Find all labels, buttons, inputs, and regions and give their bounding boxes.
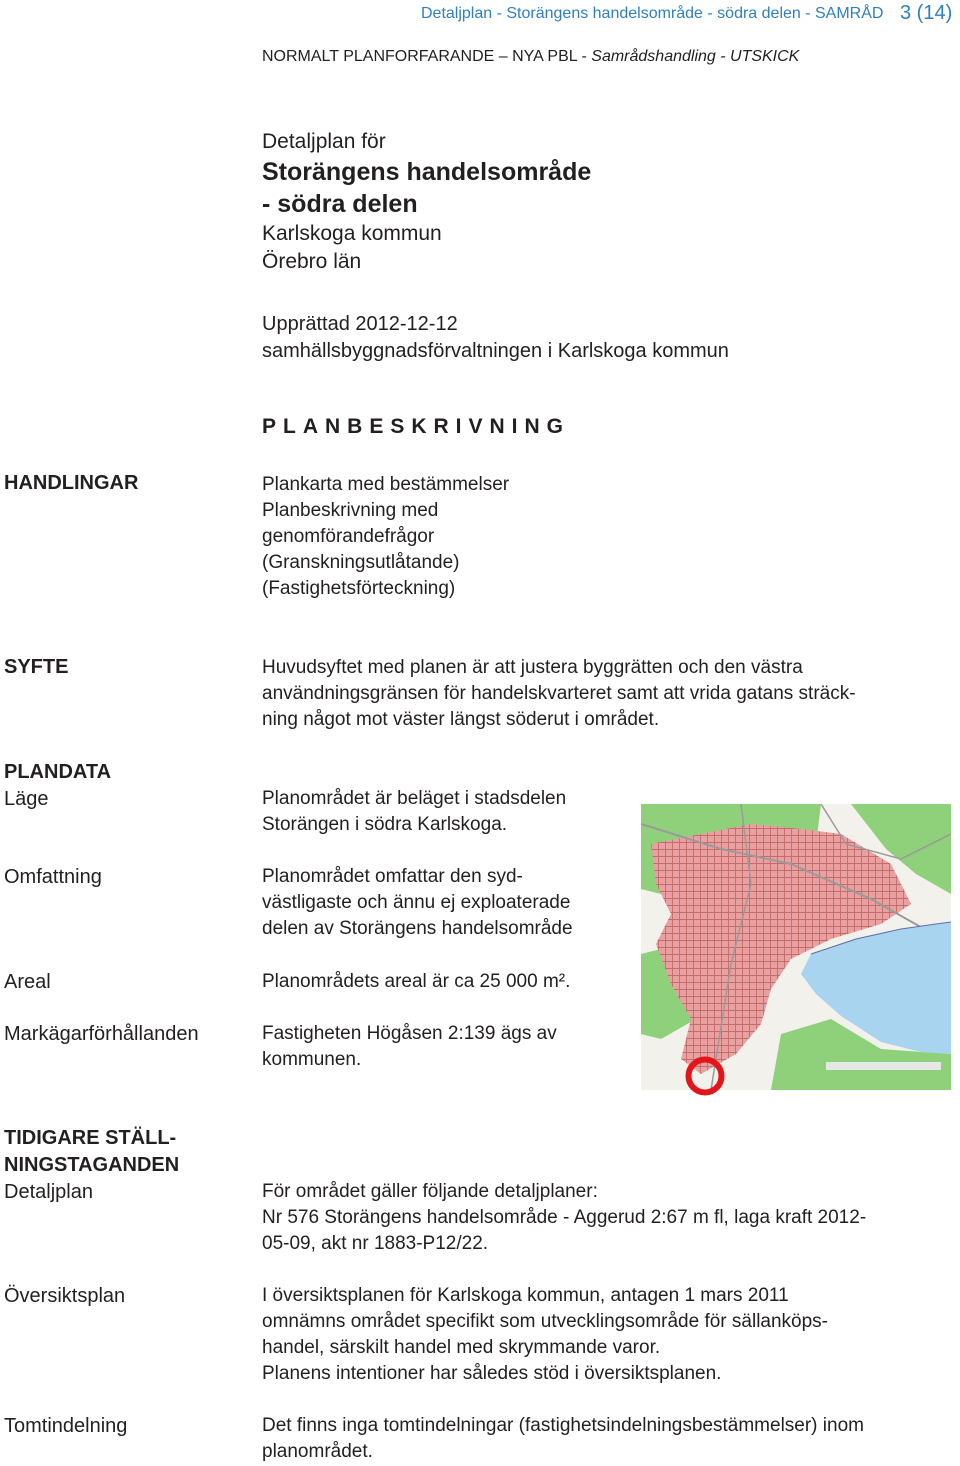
handlingar-line: Plankarta med bestämmelser bbox=[262, 474, 510, 495]
section-detaljplan bbox=[262, 1179, 952, 1257]
handlingar-line: (Granskningsutlåtande) bbox=[262, 552, 460, 573]
handlingar-line: genomförandefrågor bbox=[262, 526, 435, 547]
syfte-line: ning något mot väster längst söderut i området. bbox=[262, 709, 660, 730]
detaljplan-line: Nr 576 Storängens handelsområde - Aggerud 2:67 m fl, laga kraft 2012- bbox=[262, 1207, 867, 1228]
label-detaljplan: Detaljplan bbox=[4, 1181, 93, 1203]
omfattning-line: västligaste och ännu ej exploaterade bbox=[262, 892, 571, 913]
tidigare-label-line: NINGSTAGANDEN bbox=[4, 1154, 180, 1176]
detaljplan-line: 05-09, akt nr 1883-P12/22. bbox=[262, 1233, 489, 1254]
oversiktsplan-line: I översiktsplanen för Karlskoga kommun, antagen 1 mars 2011 bbox=[262, 1285, 789, 1306]
page-number: 3 (14) bbox=[900, 2, 953, 24]
procedure-italic: Samrådshandling - UTSKICK bbox=[591, 48, 800, 65]
title-municipality: Karlskoga kommun bbox=[262, 222, 442, 245]
prepared-date: Upprättad 2012-12-12 bbox=[262, 313, 458, 335]
oversiktsplan-line: omnämns området specifikt som utvecklingsområde för sällanköps- bbox=[262, 1311, 829, 1332]
syfte-line: Huvudsyftet med planen är att justera byggrätten och den västra bbox=[262, 657, 803, 678]
title-line-2: Storängens handelsområde bbox=[262, 158, 592, 186]
location-map-graphic bbox=[641, 804, 951, 1090]
procedure-line bbox=[262, 48, 799, 66]
tomtindelning-line: planområdet. bbox=[262, 1441, 373, 1462]
lage-line: Planområdet är beläget i stadsdelen bbox=[262, 788, 567, 809]
label-omfattning: Omfattning bbox=[4, 866, 102, 888]
section-syfte bbox=[262, 655, 952, 733]
markagar-line: Fastigheten Högåsen 2:139 ägs av bbox=[262, 1023, 557, 1044]
title-block bbox=[262, 128, 952, 276]
prepared-block bbox=[262, 311, 952, 365]
oversiktsplan-line: handel, särskilt handel med skrymmande varor. bbox=[262, 1337, 661, 1358]
tomtindelning-line: Det finns inga tomtindelningar (fastighetsindelningsbestämmelser) inom bbox=[262, 1415, 864, 1436]
handlingar-line: (Fastighetsförteckning) bbox=[262, 578, 456, 599]
section-label-handlingar: HANDLINGAR bbox=[4, 472, 139, 494]
oversiktsplan-line: Planens intentioner har således stöd i översiktsplanen. bbox=[262, 1363, 722, 1384]
section-tomtindelning bbox=[262, 1413, 952, 1465]
omfattning-line: Planområdet omfattar den syd- bbox=[262, 866, 523, 887]
handlingar-line: Planbeskrivning med bbox=[262, 500, 439, 521]
omfattning-line: delen av Storängens handelsområde bbox=[262, 918, 573, 939]
procedure-normal: NORMALT PLANFORFARANDE – NYA PBL - bbox=[262, 48, 592, 65]
section-label-tidigare bbox=[4, 1125, 179, 1179]
title-line-3: - södra delen bbox=[262, 190, 418, 218]
map-credit-strip bbox=[826, 1062, 941, 1070]
section-lage bbox=[262, 786, 632, 838]
location-map bbox=[641, 804, 951, 1090]
document-type: PLANBESKRIVNING bbox=[262, 415, 571, 438]
markagar-line: kommunen. bbox=[262, 1049, 362, 1070]
section-label-plandata: PLANDATA bbox=[4, 761, 112, 783]
syfte-line: användningsgränsen för handelskvarteret samt att vrida gatans sträck- bbox=[262, 683, 856, 704]
section-oversiktsplan bbox=[262, 1283, 952, 1387]
running-header-title: Detaljplan - Storängens handelsområde - södra delen - SAMRÅD bbox=[421, 5, 884, 22]
section-omfattning bbox=[262, 864, 632, 942]
section-label-syfte: SYFTE bbox=[4, 656, 69, 678]
red-circle-icon bbox=[684, 1055, 726, 1097]
title-county: Örebro län bbox=[262, 250, 362, 273]
prepared-by: samhällsbyggnadsförvaltningen i Karlskoga kommun bbox=[262, 340, 729, 362]
section-markagarforhallanden bbox=[262, 1021, 632, 1073]
areal-line: Planområdets areal är ca 25 000 m². bbox=[262, 971, 571, 992]
label-markagarforhallanden: Markägarförhållanden bbox=[4, 1023, 199, 1045]
lage-line: Storängen i södra Karlskoga. bbox=[262, 814, 508, 835]
section-areal bbox=[262, 969, 632, 995]
plan-area-marker bbox=[684, 1055, 726, 1097]
detaljplan-line: För området gäller följande detaljplaner: bbox=[262, 1181, 598, 1202]
tidigare-label-line: TIDIGARE STÄLL- bbox=[4, 1127, 177, 1149]
label-tomtindelning: Tomtindelning bbox=[4, 1415, 128, 1437]
label-areal: Areal bbox=[4, 971, 51, 993]
label-lage: Läge bbox=[4, 788, 49, 810]
section-handlingar bbox=[262, 472, 952, 602]
label-oversiktsplan: Översiktsplan bbox=[4, 1285, 126, 1307]
title-line-1: Detaljplan för bbox=[262, 130, 386, 153]
